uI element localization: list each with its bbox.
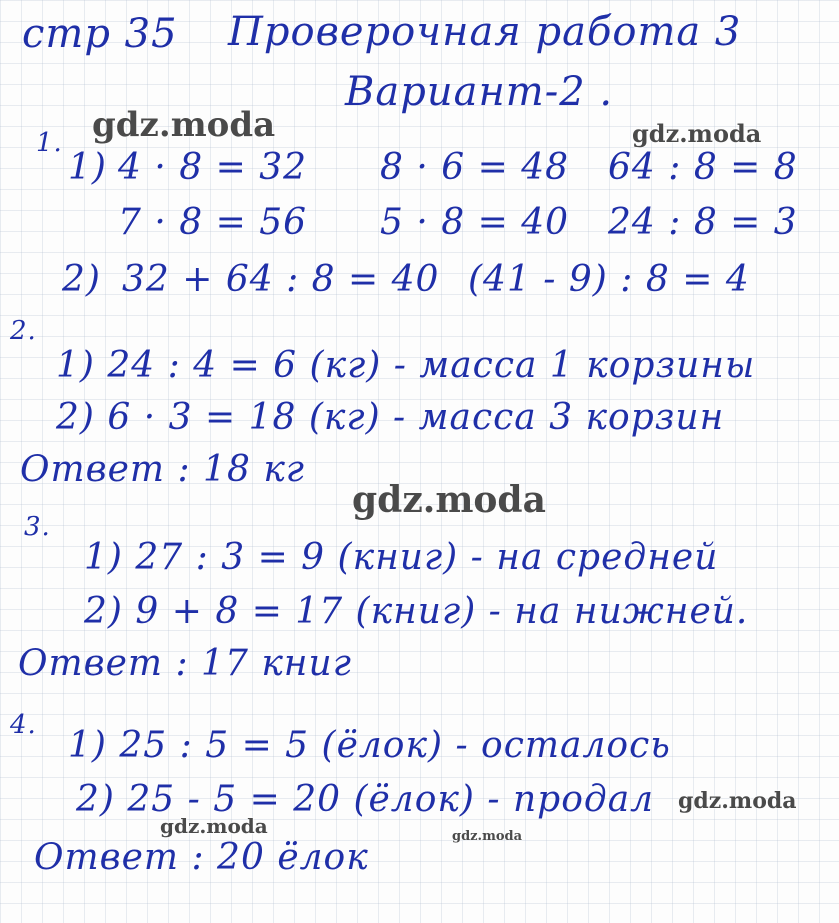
task-1-expression: 4 · 8 = 32 [118, 147, 307, 188]
watermark-logo: gdz.moda [678, 788, 797, 814]
task-2-step-2: 2) 6 · 3 = 18 (кг) - масса 3 корзин [56, 397, 725, 438]
task-1-expression: 7 · 8 = 56 [118, 202, 307, 243]
watermark-logo: gdz.moda [452, 829, 523, 844]
task-2-step-1: 1) 24 : 4 = 6 (кг) - масса 1 корзины [56, 345, 756, 386]
task-2-answer: Ответ : 18 кг [20, 449, 306, 490]
task-1-expression: 32 + 64 : 8 = 40 [122, 259, 440, 300]
watermark-logo: gdz.moda [632, 119, 762, 148]
task-4-step-2: 2) 25 - 5 = 20 (ёлок) - продал [76, 779, 655, 820]
task-1-number: 1. [36, 128, 63, 158]
watermark-logo: gdz.moda [92, 105, 276, 145]
task-1-expression: (41 - 9) : 8 = 4 [468, 259, 750, 300]
work-title: Проверочная работа 3 [228, 9, 742, 55]
task-3-number: 3. [24, 512, 51, 542]
task-4-answer: Ответ : 20 ёлок [34, 837, 369, 878]
task-3-answer: Ответ : 17 книг [18, 643, 352, 684]
task-1-expression: 64 : 8 = 8 [608, 147, 798, 188]
task-2-number: 2. [10, 316, 37, 346]
task-4-step-1: 1) 25 : 5 = 5 (ёлок) - осталось [68, 725, 671, 766]
task-1-expression: 24 : 8 = 3 [608, 202, 798, 243]
task-1-expression: 8 · 6 = 48 [380, 147, 569, 188]
watermark-logo: gdz.moda [160, 814, 268, 838]
task-3-step-1: 1) 27 : 3 = 9 (книг) - на средней [84, 537, 719, 578]
task-3-step-2: 2) 9 + 8 = 17 (книг) - на нижней. [84, 591, 749, 632]
task-1-item-1-label: 1) [68, 147, 107, 188]
task-1-expression: 5 · 8 = 40 [380, 202, 569, 243]
task-4-number: 4. [10, 710, 37, 740]
variant-label: Вариант-2 . [345, 69, 614, 115]
page-reference: стр 35 [22, 11, 178, 57]
task-1-item-2-label: 2) [62, 259, 101, 300]
watermark-logo: gdz.moda [352, 479, 546, 521]
